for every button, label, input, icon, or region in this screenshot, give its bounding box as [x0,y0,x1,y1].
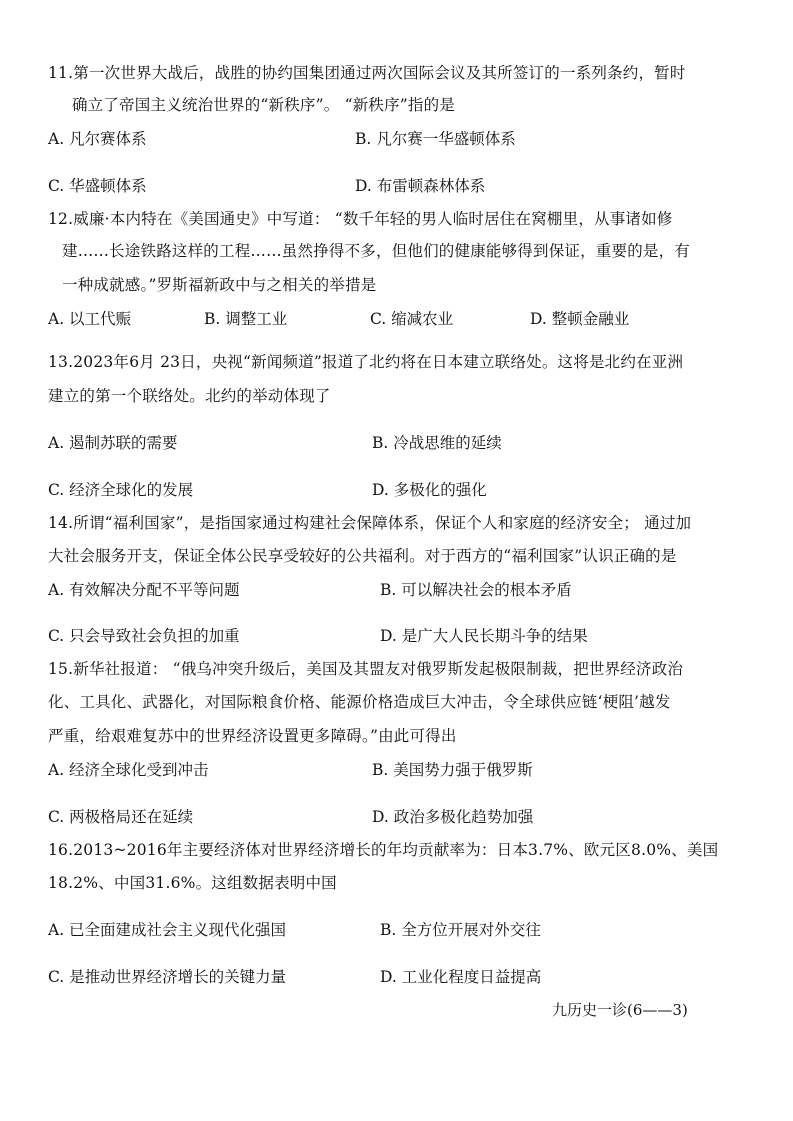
question-12-option-b: B. 调整工业 [204,310,288,328]
question-16-option-b: B. 全方位开展对外交往 [380,921,541,939]
question-13-option-a: A. 遏制苏联的需要 [48,434,178,452]
question-15-option-b: B. 美国势力强于俄罗斯 [372,761,533,779]
question-16-stem-line-2: 18.2%、中国31.6%。这组数据表明中国 [48,874,337,892]
question-13-stem-line-1: 13.2023年6月 23日，央视“新闻频道”报道了北约将在日本建立联络处。这将是北约在亚洲 [48,353,684,371]
question-12-option-c: C. 缩减农业 [370,310,454,328]
question-15-option-a: A. 经济全球化受到冲击 [48,761,209,779]
question-12-stem-line-1: 12.威廉·本内特在《美国通史》中写道： “数千年轻的男人临时居住在窝棚里，从事诸如修 [48,210,673,228]
question-11-option-d: D. 布雷顿森林体系 [355,177,486,195]
question-13-option-b: B. 冷战思维的延续 [372,434,502,452]
question-13-option-d: D. 多极化的强化 [372,481,487,499]
question-14-option-a: A. 有效解决分配不平等问题 [48,581,240,599]
question-14-option-d: D. 是广大人民长期斗争的结果 [380,627,588,645]
question-11-stem-line-2: 确立了帝国主义统治世界的“新秩序”。 “新秩序”指的是 [72,96,456,114]
question-16-option-a: A. 已全面建成社会主义现代化强国 [48,921,287,939]
question-11-option-b: B. 凡尔赛一华盛顿体系 [355,130,516,148]
question-16-stem-line-1: 16.2013~2016年主要经济体对世界经济增长的年均贡献率为：日本3.7%、欧元区8.0%、美国 [48,841,719,859]
question-16-option-d: D. 工业化程度日益提高 [380,968,542,986]
question-14-option-b: B. 可以解决社会的根本矛盾 [380,581,572,599]
question-13-stem-line-2: 建立的第一个联络处。北约的举动体现了 [48,387,331,405]
question-15-stem-line-3: 严重，给艰难复苏中的世界经济设置更多障碍。”由此可得出 [48,727,457,745]
question-12-stem-line-2: 建……长途铁路这样的工程……虽然挣得不多，但他们的健康能够得到保证，重要的是，有 [62,242,691,260]
question-14-option-c: C. 只会导致社会负担的加重 [48,627,240,645]
question-12-option-a: A. 以工代赈 [48,310,132,328]
question-15-stem-line-1: 15.新华社报道： “俄乌冲突升级后，美国及其盟友对俄罗斯发起极限制裁，把世界经济政治 [48,660,684,678]
question-12-option-d: D. 整顿金融业 [530,310,630,328]
question-13-option-c: C. 经济全球化的发展 [48,481,194,499]
question-15-option-d: D. 政治多极化趋势加强 [372,808,534,826]
page-footer: 九历史一诊(6——3) [552,1001,688,1019]
question-15-option-c: C. 两极格局还在延续 [48,808,194,826]
question-11-option-c: C. 华盛顿体系 [48,177,147,195]
question-11-stem-line-1: 11.第一次世界大战后，战胜的协约国集团通过两次国际会议及其所签订的一系列条约，暂时 [48,64,686,82]
question-16-option-c: C. 是推动世界经济增长的关键力量 [48,968,287,986]
question-15-stem-line-2: 化、工具化、武器化，对国际粮食价格、能源价格造成巨大冲击，令全球供应链‘梗阻’越发 [48,693,671,711]
question-14-stem-line-2: 大社会服务开支，保证全体公民享受较好的公共福利。对于西方的“福利国家”认识正确的是 [48,547,677,565]
question-14-stem-line-1: 14.所谓“福利国家”，是指国家通过构建社会保障体系，保证个人和家庭的经济安全； 通过加 [48,514,692,532]
question-12-stem-line-3: 一种成就感。”罗斯福新政中与之相关的举措是 [62,276,377,294]
question-11-option-a: A. 凡尔赛体系 [48,130,147,148]
